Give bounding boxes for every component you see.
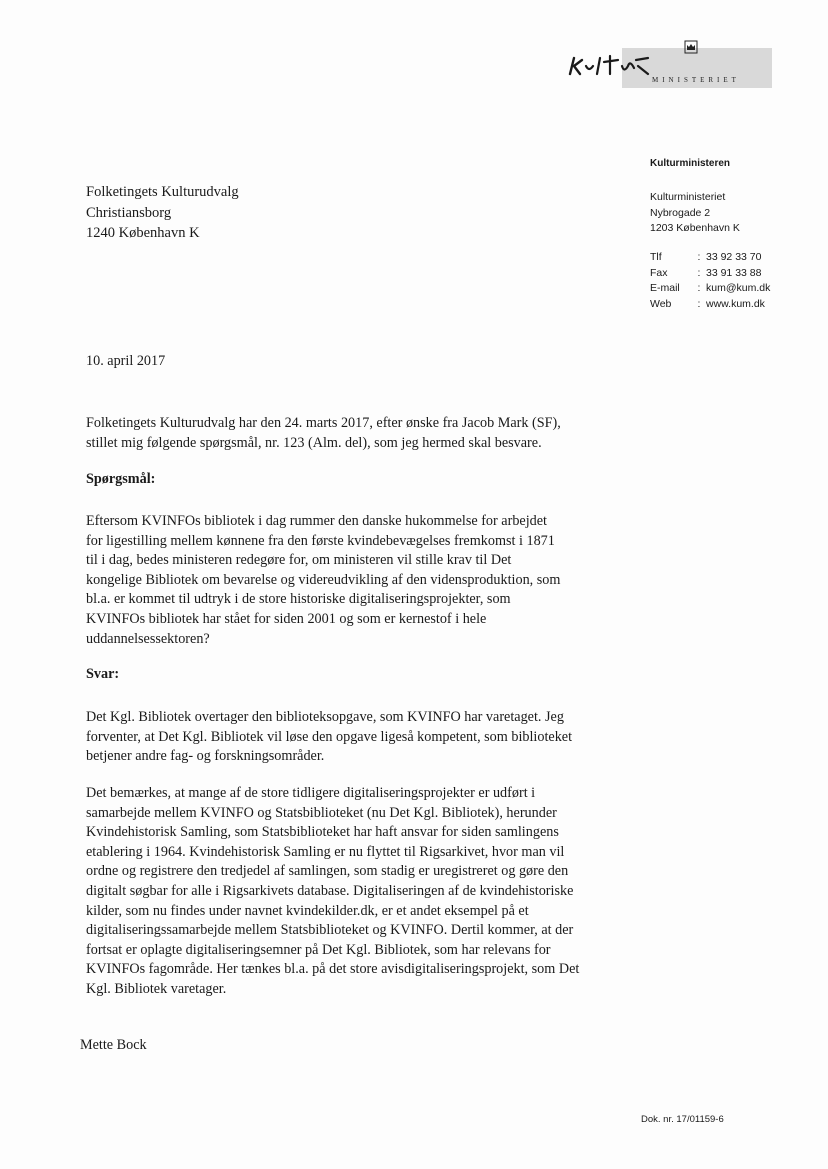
contact-separator: : — [697, 282, 701, 294]
answer-line: Kgl. Bibliotek varetager. — [86, 980, 227, 997]
answer-line: forventer, at Det Kgl. Bibliotek vil løse den opgave ligeså kompetent, som biblioteket — [86, 728, 573, 745]
logo-signature-mark — [566, 44, 684, 78]
answer-line: KVINFOs fagområde. Her tænkes bl.a. på det store avisdigitaliseringsprojekt, som Det — [86, 961, 580, 978]
recipient-line: 1240 København K — [86, 225, 200, 241]
contact-row-web — [650, 297, 770, 313]
sender-title: Kulturministeren — [650, 158, 731, 169]
intro-paragraph — [86, 414, 666, 453]
recipient-address — [86, 182, 239, 244]
contact-table — [650, 250, 770, 312]
answer-line: Kvindehistorisk Samling, som Statsbiblioteket har haft ansvar for siden samlingens — [86, 824, 559, 841]
question-line: bl.a. er kommet til udtryk i de store historiske digitaliseringsprojekter, som — [86, 591, 511, 608]
question-line: for ligestilling mellem kønnene fra den første kvindebevægelses fremkomst i 1871 — [86, 532, 555, 549]
answer-line: fortsat er oplagte digitaliseringsemner på Det Kgl. Bibliotek, som har relevans for — [86, 941, 551, 958]
contact-separator: : — [697, 297, 701, 310]
crown-icon — [684, 40, 698, 54]
signature-name: Mette Bock — [80, 1037, 147, 1053]
sender-address-line: Kulturministeriet — [650, 191, 726, 203]
question-line: til i dag, bedes ministeren redegøre for, om ministeren vil stille krav til Det — [86, 552, 512, 569]
document-number: Dok. nr. 17/01159-6 — [641, 1114, 724, 1125]
sender-address-line: Nybrogade 2 — [650, 206, 711, 219]
answer-line: kilder, som nu findes under navnet kvindekilder.dk, er et andet eksempel på et — [86, 902, 529, 919]
logo-wordmark: MINISTERIET — [652, 76, 740, 84]
contact-label: Web — [650, 297, 672, 310]
contact-row-fax — [650, 266, 770, 282]
answer-line: Det bemærkes, at mange af de store tidligere digitaliseringsprojekter er udført i — [86, 785, 536, 801]
intro-line: stillet mig følgende spørgsmål, nr. 123 (Alm. del), som jeg hermed skal besvare. — [86, 434, 542, 451]
letter-date: 10. april 2017 — [86, 353, 166, 369]
answer-paragraph-2 — [86, 784, 666, 1000]
answer-line: ordne og registrere den tredjedel af samlingen, som stadig er uregistreret og gøre den — [86, 863, 569, 880]
ministry-logo — [566, 38, 772, 92]
answer-line: etablering i 1964. Kvindehistorisk Samling er nu flyttet til Rigsarkivet, hvor man vil — [86, 843, 565, 860]
answer-line: samarbejde mellem KVINFO og Statsbiblioteket (nu Det Kgl. Bibliotek), herunder — [86, 804, 557, 821]
contact-label: E-mail — [650, 282, 680, 294]
question-line: KVINFOs bibliotek har stået for siden 2001 og som er kernestof i hele — [86, 610, 487, 627]
answer-line: digitalt søgbar for alle i Rigsarkivets database. Digitaliseringen af de kvindehistoriske — [86, 882, 574, 899]
question-line: uddannelsessektoren? — [86, 630, 210, 647]
contact-value: 33 92 33 70 — [706, 251, 762, 263]
contact-separator: : — [697, 266, 701, 279]
contact-label: Tlf — [650, 251, 662, 263]
answer-paragraph-1 — [86, 708, 666, 767]
intro-line: Folketingets Kulturudvalg har den 24. marts 2017, efter ønske fra Jacob Mark (SF), — [86, 415, 561, 431]
answer-line: digitaliseringssamarbejde mellem Statsbiblioteket og KVINFO. Dertil kommer, at der — [86, 922, 574, 939]
answer-heading: Svar: — [86, 666, 120, 682]
question-line: Eftersom KVINFOs bibliotek i dag rummer den danske hukommelse for arbejdet — [86, 513, 547, 529]
contact-label: Fax — [650, 266, 668, 279]
answer-line: Det Kgl. Bibliotek overtager den biblioteksopgave, som KVINFO har varetaget. Jeg — [86, 709, 564, 725]
sender-address — [650, 190, 740, 237]
contact-value: kum@kum.dk — [706, 282, 771, 294]
question-line: kongelige Bibliotek om bevarelse og videreudvikling af den vidensproduktion, som — [86, 571, 561, 588]
question-paragraph — [86, 512, 666, 649]
contact-value: www.kum.dk — [706, 297, 765, 310]
sender-address-line: 1203 København K — [650, 222, 740, 234]
answer-line: betjener andre fag- og forskningsområder. — [86, 748, 325, 765]
question-heading: Spørgsmål: — [86, 471, 156, 487]
contact-row-email — [650, 281, 770, 297]
recipient-line: Folketingets Kulturudvalg — [86, 184, 239, 200]
contact-value: 33 91 33 88 — [706, 266, 762, 279]
contact-row-phone — [650, 250, 770, 266]
recipient-line: Christiansborg — [86, 204, 172, 221]
contact-separator: : — [697, 251, 701, 263]
